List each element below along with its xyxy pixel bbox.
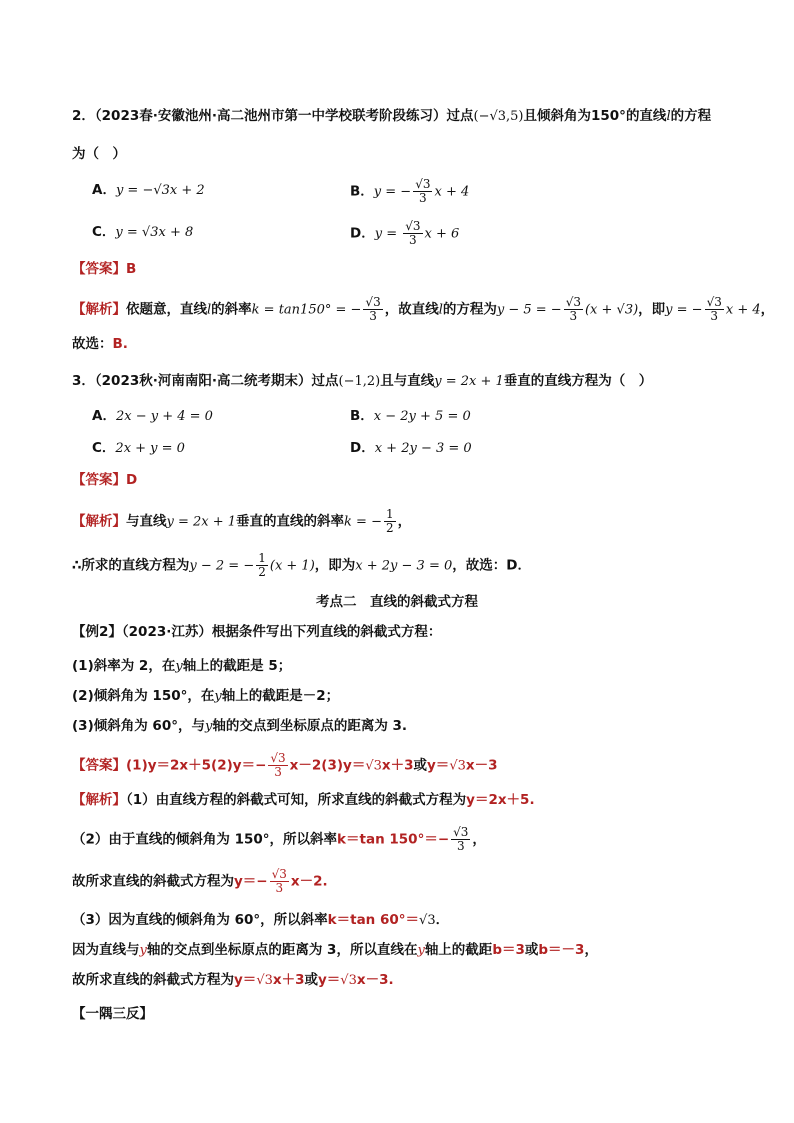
ex2-analysis-p3b (72, 940, 598, 961)
q2-analysis-l2: l (438, 302, 443, 318)
q2-option-b-post: x + 4 (434, 184, 470, 200)
frac-num: √3 (270, 751, 286, 765)
ex2-stem-text: 根据条件写出下列直线的斜截式方程： (211, 624, 442, 640)
q2-choose-value: B. (112, 336, 128, 352)
q3-option-a-label: A． (92, 408, 116, 424)
q2-option-a-label: A． (92, 182, 116, 198)
q2-analysis-eq3: y = − (665, 302, 703, 318)
q2-analysis-b: 的斜率 (211, 301, 252, 318)
ex2-item1-y: y (175, 659, 183, 674)
q2-stem-line1 (72, 106, 711, 127)
q2-option-b-frac (413, 178, 432, 205)
q3-analysis-frac (384, 508, 396, 535)
q2-option-d-label: D． (350, 225, 375, 242)
ex2-p3c-eq1b: x＋3 (272, 972, 305, 988)
ex2-p3b-y: y (139, 943, 147, 958)
frac-den: 2 (385, 521, 394, 535)
q3-analysis-c: ， (397, 513, 412, 530)
ex2-p1-a: （1）由直线方程的斜截式可知，所求直线的斜截式方程为 (126, 792, 467, 808)
ex2-item2-y: y (214, 689, 222, 704)
q3-line2-eq3: x + 2y − 3 = 0 (355, 558, 453, 574)
ex2-p3b-or: 或 (524, 942, 539, 958)
q3-point: (−1,2) (338, 374, 381, 389)
ex2-p2-frac (451, 826, 470, 853)
q2-stem-d: 的方程 (670, 108, 712, 124)
q2-analysis-d: 的方程为 (442, 301, 497, 318)
frac-num: √3 (565, 295, 581, 309)
section-title: 考点二 直线的斜截式方程 (316, 594, 478, 610)
frac-num: √3 (365, 295, 381, 309)
ex2-p3b-y2: y (417, 943, 425, 958)
q2-analysis-e: ，即 (638, 301, 666, 318)
ex2-analysis-p2b (72, 868, 328, 895)
ex2-analysis-p3 (72, 910, 449, 931)
answer-tag: 【答案】 (72, 757, 126, 774)
q3-line2-b: ，即为 (314, 557, 356, 574)
frac-den: 3 (456, 839, 465, 853)
q3-analysis-line: y = 2x + 1 (166, 514, 237, 530)
ex2-p3c-sqrt2: √3 (340, 973, 357, 988)
q2-analysis-eq: y − 5 = − (496, 302, 562, 318)
q2-option-d-post: x + 6 (424, 226, 460, 242)
q2-l: l (666, 109, 671, 124)
q2-option-b-label: B． (350, 183, 374, 200)
q2-source: （2023春·安徽池州·高二池州市第一中学校联考阶段练习） (94, 108, 447, 124)
frac-num: 1 (258, 551, 266, 565)
q2-stem-line2: 为（ ） (72, 146, 126, 162)
ex2-ans3b: x＋3 (381, 757, 414, 774)
ex2-stem (72, 622, 441, 642)
q2-answer-value: B (126, 261, 137, 277)
ex2-item1-b: 轴上的截距是 5； (182, 658, 292, 674)
q3-line2-a: ∴所求的直线方程为 (72, 557, 190, 574)
q3-line2-eq2: (x + 1) (269, 558, 315, 574)
frac-den: 3 (369, 309, 377, 323)
ex2-p2-c: ， (472, 831, 486, 848)
answer-tag: 【答案】 (72, 472, 126, 488)
ex2-p3c-eq2b: x－3. (356, 972, 394, 988)
q3-option-c-label: C． (92, 440, 116, 456)
q2-analysis (72, 296, 774, 323)
q3-stem-a: 过点 (311, 373, 339, 389)
q3-analysis-a: 与直线 (126, 513, 167, 530)
ex2-item1-a: (1)斜率为 2，在 (72, 658, 176, 674)
frac-num: √3 (706, 295, 722, 309)
q2-analysis-a: 依题意，直线 (126, 301, 207, 318)
ex2-ans2a: (2)y＝− (211, 757, 267, 774)
q2-choose-label: 故选： (72, 336, 113, 352)
q2-answer (72, 259, 136, 279)
ex2-answer (72, 752, 497, 779)
q2-stem-c: 的直线 (625, 108, 667, 124)
frac-den: 3 (274, 765, 282, 779)
q3-option-c-text: 2x + y = 0 (115, 441, 185, 456)
frac-num: √3 (453, 825, 469, 839)
q2-option-d-frac (403, 220, 422, 247)
ex2-item3 (72, 716, 407, 737)
ex2-p3b-d: b＝3 (492, 942, 525, 958)
ex2-item2-b: 轴上的截距是－2； (221, 688, 340, 704)
ex2-tag: 【例2】 (72, 624, 122, 640)
ex2-ans-or: 或 (413, 757, 427, 774)
q3-source: （2023秋·河南南阳·高二统考期末） (94, 373, 312, 389)
analysis-tag: 【解析】 (72, 301, 126, 318)
q2-option-b[interactable] (350, 178, 469, 205)
ex2-p3b-a: 因为直线与 (72, 942, 140, 958)
q3-line2-c: ，故选：D． (452, 557, 531, 574)
q3-option-a[interactable] (92, 406, 213, 427)
frac-den: 3 (710, 309, 719, 323)
frac-num: 1 (385, 507, 394, 521)
ex2-ans3d: x－3 (465, 757, 498, 774)
q3-option-d-text: x + 2y − 3 = 0 (374, 441, 472, 456)
ex2-ans3-sqrt2: √3 (449, 758, 466, 774)
ex2-ans3c: y＝ (427, 757, 450, 774)
ex2-ans3a: (3)y＝ (321, 757, 366, 774)
q2-analysis-f: ， (760, 301, 775, 318)
ex2-p3b-f: ， (584, 942, 598, 958)
ex2-p3-c: ． (435, 912, 450, 928)
ex2-item3-y: y (204, 719, 213, 734)
ex2-analysis-p3c (72, 970, 394, 991)
ex2-p3b-b: 轴的交点到坐标原点的距离为 3，所以直线在 (146, 942, 418, 958)
ex2-ans2b: x－2 (289, 757, 322, 774)
ex2-item3-b: 轴的交点到坐标原点的距离为 3. (212, 718, 408, 734)
q2-analysis-k: k = tan150° = − (251, 302, 362, 318)
q3-option-b-text: x − 2y + 5 = 0 (373, 409, 471, 424)
frac-den: 3 (409, 233, 417, 247)
q2-option-a-text: y = −√3x + 2 (115, 183, 205, 198)
q3-option-d-label: D． (350, 440, 375, 456)
q2-analysis-frac3 (705, 296, 724, 323)
q3-option-c[interactable] (92, 438, 185, 459)
q2-option-a[interactable] (92, 180, 205, 201)
ex2-p3b-c: 轴上的截距 (424, 942, 493, 958)
q2-option-c[interactable] (92, 222, 193, 243)
q3-analysis (72, 508, 411, 535)
frac-num: √3 (405, 219, 421, 233)
q3-analysis-b: 垂直的直线的斜率 (236, 513, 345, 530)
q3-answer (72, 470, 137, 490)
q3-stem (72, 371, 652, 392)
ex2-item2 (72, 686, 339, 707)
frac-den: 3 (569, 309, 578, 323)
ex2-p2-a: （2）由于直线的倾斜角为 150°，所以斜率 (72, 831, 338, 848)
ex2-p2b-a: 故所求直线的斜截式方程为 (72, 873, 234, 890)
ex2-p2-k: k＝tan 150°＝− (337, 831, 450, 848)
ex2-p3c-eq1: y＝ (234, 972, 257, 988)
q3-stem-b: 且与直线 (380, 373, 435, 389)
q3-analysis-line2 (72, 552, 531, 579)
q2-option-d-pre: y = (374, 226, 402, 242)
ex2-p2b-frac (270, 868, 289, 895)
q2-analysis-eq3b: x + 4 (725, 302, 761, 318)
q3-option-b[interactable] (350, 406, 471, 427)
analysis-tag: 【解析】 (72, 792, 126, 808)
ex2-p1-eq: y＝2x＋5. (466, 792, 535, 808)
q3-option-a-text: 2x − y + 4 = 0 (115, 409, 213, 424)
ex2-p3c-sqrt: √3 (256, 973, 273, 988)
ex2-item3-a: (3)倾斜角为 60°，与 (72, 718, 205, 734)
ex2-p3c-a: 故所求直线的斜截式方程为 (72, 972, 234, 988)
q2-option-c-text: y = √3x + 8 (115, 225, 194, 240)
ex2-p2b-eq: y＝− (234, 873, 268, 890)
q3-line: y = 2x + 1 (434, 374, 504, 389)
analysis-tag: 【解析】 (72, 513, 126, 530)
ex2-p3c-eq2: y＝ (317, 972, 341, 988)
footer-heading: 【一隅三反】 (72, 1006, 153, 1022)
ex2-p3-a: （3）因为直线的倾斜角为 60°，所以斜率 (72, 912, 328, 928)
q2-analysis-l: l (207, 302, 212, 318)
ex2-analysis-p2 (72, 826, 486, 853)
ex2-ans1: (1)y＝2x＋5 (126, 757, 212, 774)
q3-analysis-k: k = − (344, 514, 382, 530)
q2-stem-b: 且倾斜角为 (523, 108, 591, 124)
frac-num: √3 (271, 867, 287, 881)
ex2-p3-k: k＝tan 60°＝ (327, 912, 420, 928)
ex2-p3c-or: 或 (304, 972, 318, 988)
ex2-p2b-eq2: x－2. (290, 873, 328, 890)
q3-number: 3． (72, 373, 95, 389)
ex2-ans2-frac (268, 752, 287, 779)
q2-analysis-frac1 (363, 296, 382, 323)
frac-den: 3 (419, 191, 427, 205)
q3-answer-value: D (126, 472, 138, 488)
ex2-item1 (72, 656, 291, 677)
q2-analysis-eq2: (x + √3) (584, 302, 639, 318)
q2-analysis-c: ，故直线 (384, 301, 439, 318)
ex2-p3b-e: b＝－3 (538, 942, 585, 958)
q3-line2-frac (256, 552, 268, 579)
q3-line2-eq: y − 2 = − (189, 558, 255, 574)
q2-stem-a: 过点 (446, 108, 474, 124)
ex2-source: （2023·江苏） (121, 624, 212, 640)
q3-option-b-label: B． (350, 408, 374, 424)
q3-stem-c: 垂直的直线方程为（ ） (503, 373, 653, 389)
q2-option-d[interactable] (350, 220, 459, 247)
frac-num: √3 (415, 177, 431, 191)
q2-option-c-label: C． (92, 224, 116, 240)
frac-den: 2 (258, 565, 266, 579)
q2-point: (−√3,5) (473, 109, 524, 124)
ex2-p3-sqrt: √3 (419, 913, 436, 928)
ex2-ans3-sqrt: √3 (365, 758, 382, 774)
answer-tag: 【答案】 (72, 261, 126, 277)
q2-number: 2． (72, 108, 95, 124)
q3-option-d[interactable] (350, 438, 472, 459)
frac-den: 3 (275, 881, 284, 895)
ex2-item2-a: (2)倾斜角为 150°，在 (72, 688, 215, 704)
q2-option-b-pre: y = − (373, 184, 412, 200)
ex2-analysis-p1 (72, 790, 535, 810)
q2-analysis-frac2 (564, 296, 583, 323)
q2-angle: 150° (591, 108, 626, 124)
q2-choose (72, 334, 128, 354)
